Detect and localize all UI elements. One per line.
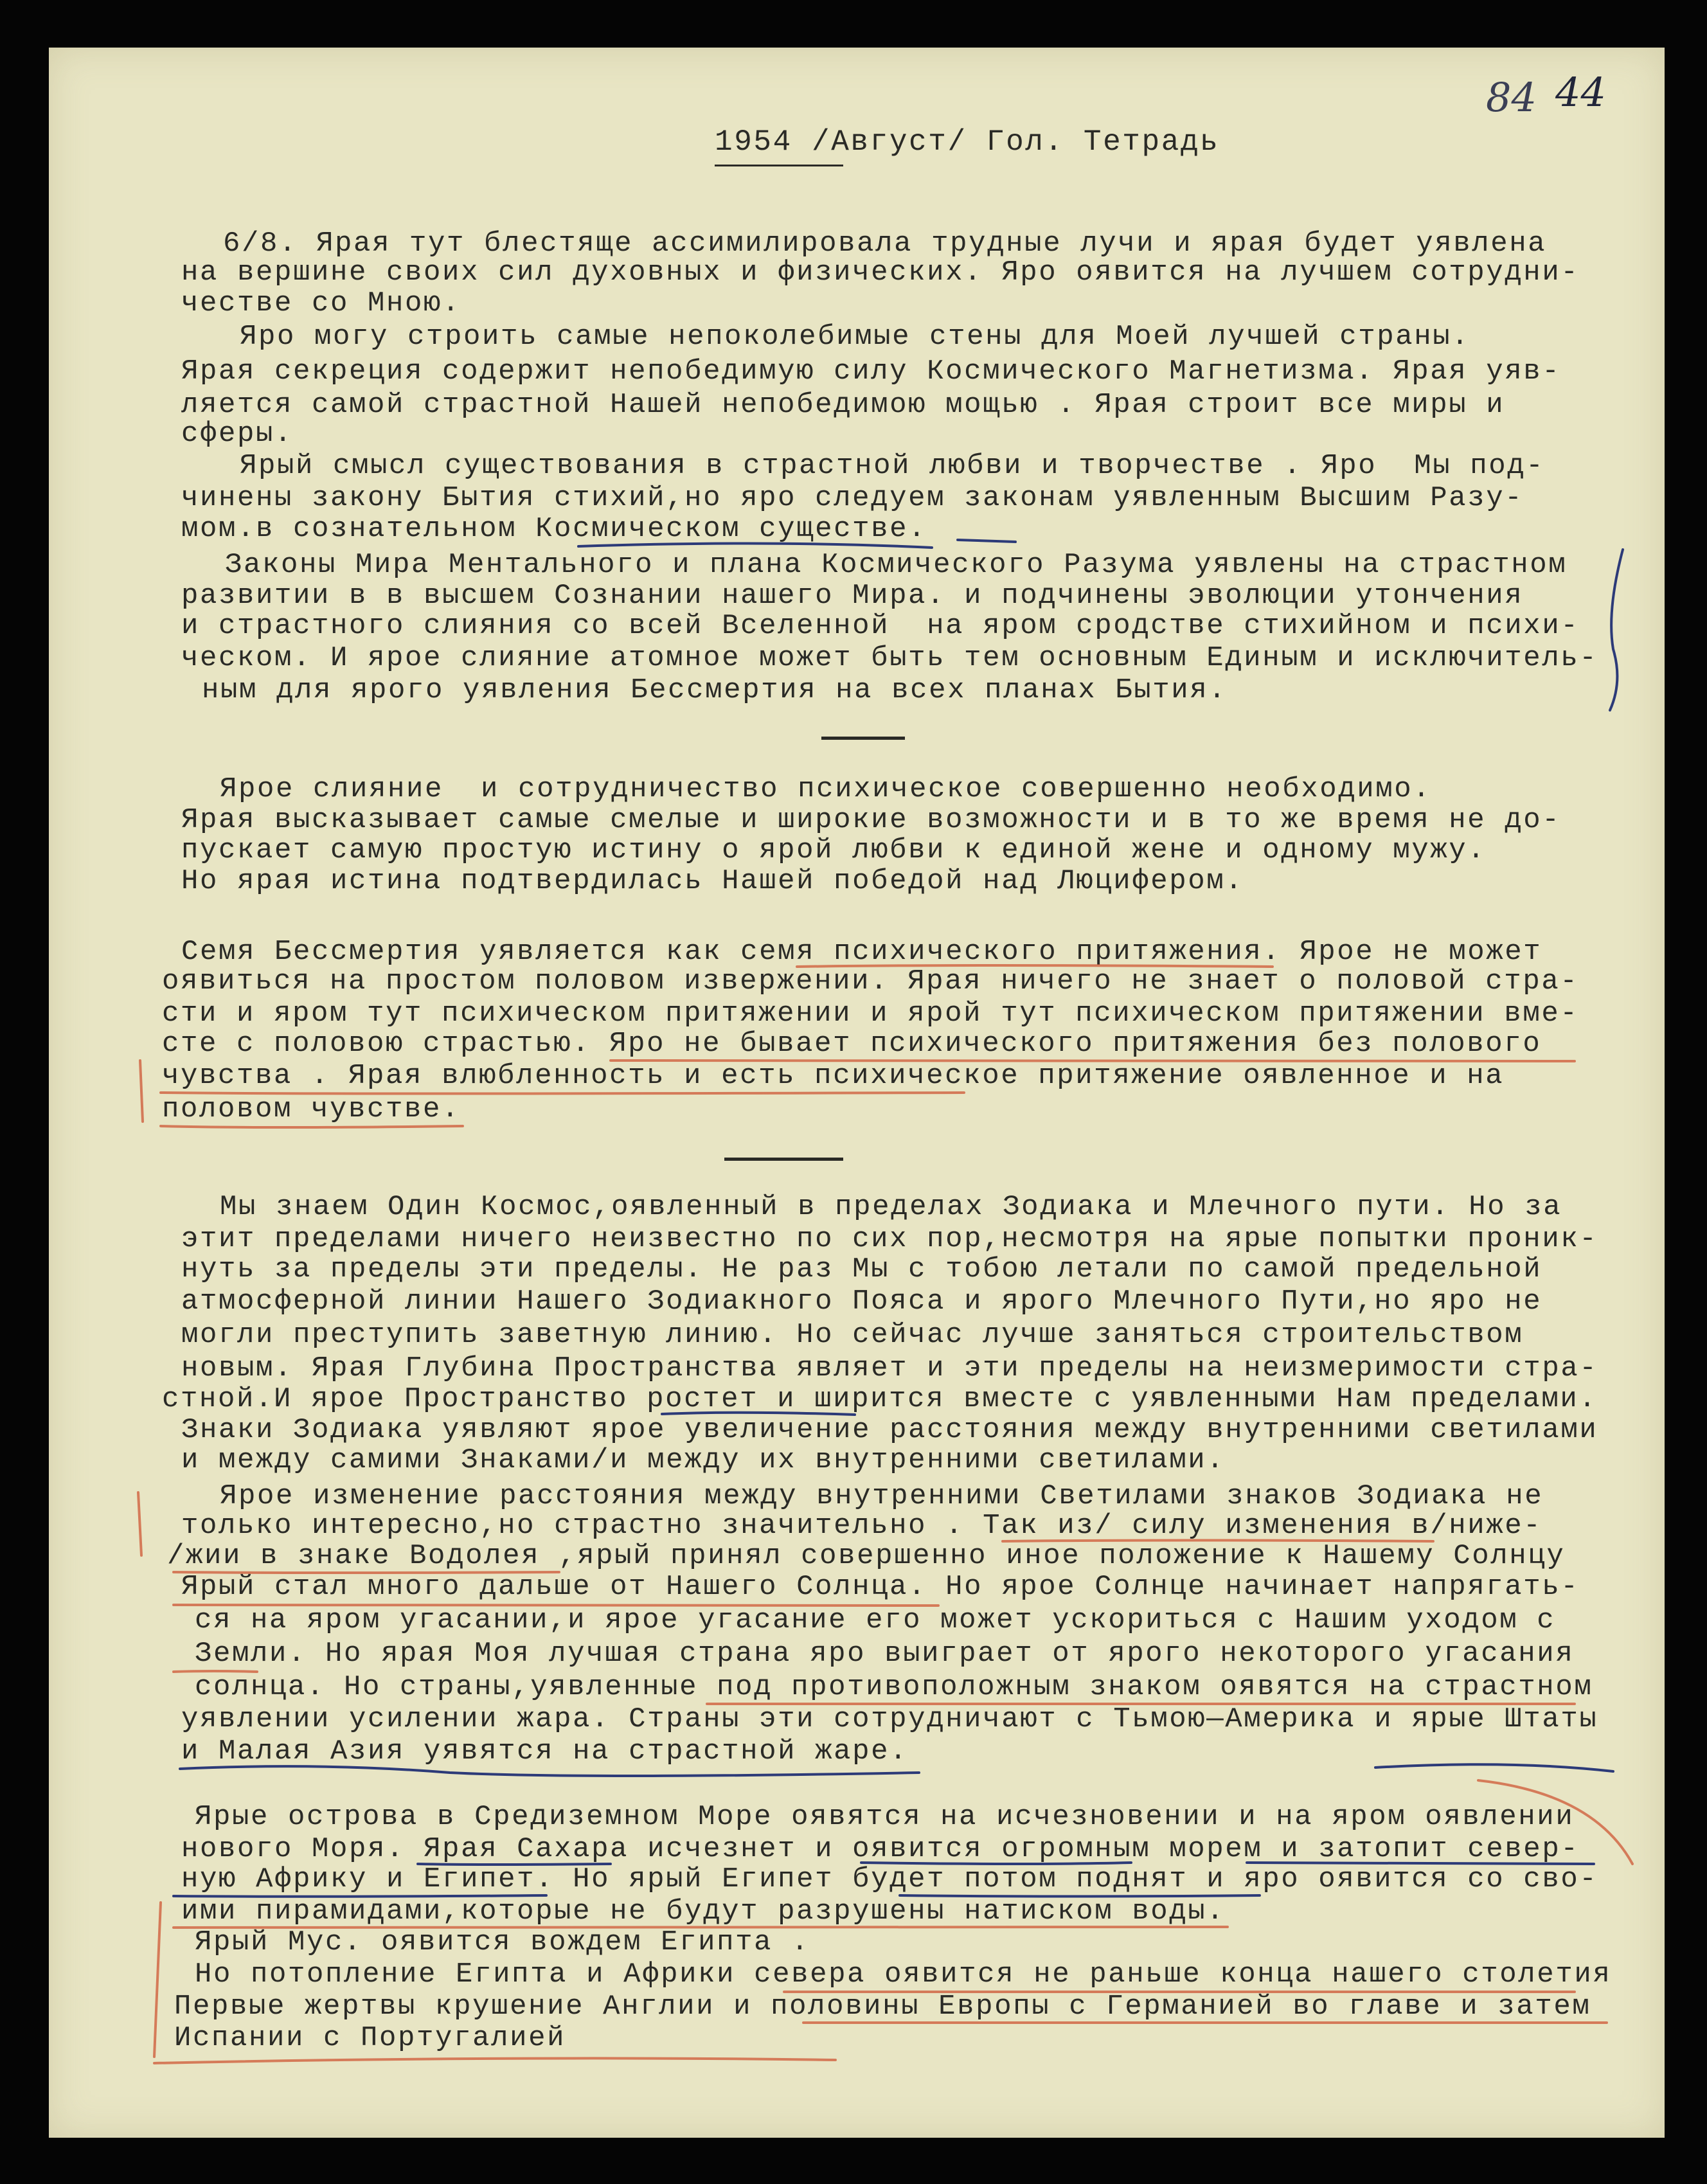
text-line: сти и яром тут психическом притяжении и ярой тут психическом притяжении вме- [162, 998, 1579, 1030]
text-line: новым. Ярая Глубина Пространства являет и эти пределы на неизмеримости стра- [181, 1352, 1598, 1384]
blue-underline [180, 1766, 919, 1776]
text-line: половом чувстве. [162, 1093, 461, 1125]
text-line: Земли. Но ярая Моя лучшая страна яро выиграет от ярого некоторого угасания [195, 1638, 1575, 1670]
text-line: Мы знаем Один Космос,оявленный в пределах Зодиака и Млечного пути. Но за [220, 1191, 1562, 1223]
text-line: атмосферной линии Нашего Зодиакного Пояса и ярого Млечного Пути,но яро не [181, 1285, 1542, 1318]
red-underline [784, 1991, 1575, 1992]
red-underline [1478, 1780, 1632, 1864]
red-underline [161, 1093, 964, 1094]
text-line: стной.И ярое Пространство ростет и ширится вместе с уявленными Нам пределами. [162, 1383, 1598, 1415]
text-line: /жии в знаке Водолея ,ярый принял совершенно иное положение к Нашему Солнцу [167, 1540, 1566, 1572]
text-line: 6/8. Ярая тут блестяще ассимилировала трудные лучи и ярая будет уявлена [223, 228, 1547, 260]
page-number-handwritten: 44 [1555, 69, 1606, 116]
blue-underline [662, 1413, 855, 1415]
document-title: 1954 /Август/ Гол. Тетрадь [715, 125, 1220, 159]
red-margin-mark [140, 1061, 143, 1122]
red-underline [161, 1126, 463, 1127]
red-underline [707, 1704, 1575, 1705]
text-line: и между самими Знаками/и между их внутренними светилами. [181, 1444, 1226, 1476]
red-underline [174, 1671, 257, 1672]
text-line: Ярое изменение расстояния между внутренними Светилами знаков Зодиака не [220, 1480, 1544, 1512]
red-underline [797, 965, 1273, 967]
text-line: Ярая высказывает самые смелые и широкие возможности и в то же время не до- [181, 804, 1561, 836]
text-line: ную Африку и Египет. Но ярый Египет будет потом поднят и яро оявится со сво- [181, 1863, 1598, 1895]
text-line: Законы Мира Ментального и плана Космического Разума уявлены на страстном [225, 549, 1568, 581]
text-line: Яро могу строить самые непоколебимые стены для Моей лучшей страны. [240, 321, 1470, 353]
text-line: ным для ярого уявления Бессмертия на всех планах Бытия. [202, 674, 1228, 706]
red-underline [174, 1927, 1228, 1928]
blue-underline [861, 1863, 1131, 1864]
text-line: ся на яром угасании,и ярое угасание его может ускориться с Нашим уходом с [195, 1604, 1556, 1636]
text-line: Знаки Зодиака уявляют ярое увеличение расстояния между внутренними светилами [181, 1414, 1598, 1446]
text-line: нового Моря. Ярая Сахара исчезнет и оявится огромным морем и затопит север- [181, 1833, 1580, 1865]
text-line: Ярая секреция содержит непобедимую силу Космического Магнетизма. Ярая уяв- [181, 355, 1561, 388]
blue-underline [1247, 1863, 1594, 1864]
red-underline [1003, 1541, 1433, 1542]
text-line: солнца. Но страны,уявленные под противоположным знаком оявятся на страстном [195, 1671, 1593, 1703]
text-line: ляется самой страстной Нашей непобедимою мощью . Ярая строит все миры и [181, 389, 1505, 421]
text-line: Но ярая истина подтвердилась Нашей победой над Люцифером. [181, 865, 1244, 897]
text-line: только интересно,но страстно значительно . Так из/ силу изменения в/ниже- [181, 1510, 1542, 1542]
text-line: и страстного слияния со всей Вселенной на яром сродстве стихийном и психи- [181, 610, 1580, 642]
text-line: ческом. И ярое слияние атомное может быть тем основным Единым и исключитель- [181, 642, 1598, 674]
text-line: Семя Бессмертия уявляется как семя психического притяжения. Ярое не может [181, 936, 1542, 968]
text-line: Испании с Португалией [174, 2022, 566, 2054]
text-line: оявиться на простом половом извержении. Ярая ничего не знает о половой стра- [162, 965, 1579, 998]
text-line: Первые жертвы крушение Англии и половины Европы с Германией во главе и затем [174, 1991, 1591, 2023]
text-line: мом.в сознательном Космическом существе. [181, 513, 927, 545]
text-line: развитии в в высшем Сознании нашего Мира. и подчинены эволюции утончения [181, 580, 1524, 612]
text-line: чинены закону Бытия стихий,но яро следуем законам уявленным Высшим Разу- [181, 482, 1524, 514]
text-line: ими пирамидами,которые не будут разрушены натиском воды. [181, 1895, 1226, 1928]
red-margin-mark [154, 1902, 161, 2057]
blue-underline [900, 1895, 1260, 1897]
text-line: Ярый смысл существования в страстной любви и творчестве . Яро Мы под- [240, 450, 1545, 482]
red-underline [174, 1604, 938, 1606]
text-line: сте с половою страстью. Яро не бывает психического притяжения без полового [162, 1028, 1542, 1060]
text-line: Ярые острова в Средиземном Море оявятся на исчезновении и на яром оявлении [195, 1801, 1575, 1833]
text-line: Ярый Мус. оявится вождем Египта . [195, 1926, 810, 1958]
text-line: этит пределами ничего неизвестно по сих пор,несмотря на ярые попытки проник- [181, 1223, 1598, 1255]
text-line: пускает самую простую истину о ярой любви к единой жене и одному мужу. [181, 834, 1487, 866]
text-line: Но потопление Египта и Африки севера оявится не раньше конца нашего столетия [195, 1958, 1612, 1991]
text-line: нуть за пределы эти пределы. Не раз Мы с тобою летали по самой предельной [181, 1253, 1542, 1285]
page-number-stamped: 84 [1486, 74, 1537, 121]
blue-underline [1375, 1764, 1613, 1771]
text-line: уявлении усилении жара. Страны эти сотрудничают с Тьмою—Америка и ярые Штаты [181, 1703, 1598, 1735]
text-line: на вершине своих сил духовных и физических. Яро оявится на лучшем сотрудни- [181, 256, 1580, 289]
blue-dash [958, 540, 1015, 542]
text-line: чувства . Ярая влюбленность и есть психическое притяжение оявленное и на [162, 1060, 1505, 1092]
text-line: Ярое слияние и сотрудничество психическое совершенно необходимо. [220, 773, 1432, 805]
text-line: честве со Мною. [181, 287, 461, 319]
red-underline [154, 2058, 836, 2063]
text-line: сферы. [181, 418, 294, 450]
red-underline [174, 1572, 559, 1573]
text-line: Ярый стал много дальше от Нашего Солнца. Но ярое Солнце начинает напрягать- [181, 1571, 1580, 1603]
red-margin-mark [138, 1492, 141, 1555]
blue-underline [174, 1895, 546, 1897]
blue-underline [578, 543, 932, 548]
blue-bracket [1610, 550, 1623, 710]
text-line: и Малая Азия уявятся на страстной жаре. [181, 1735, 909, 1768]
text-line: могли преступить заветную линию. Но сейчас лучше заняться строительством [181, 1319, 1524, 1351]
blue-underline [418, 1864, 611, 1865]
